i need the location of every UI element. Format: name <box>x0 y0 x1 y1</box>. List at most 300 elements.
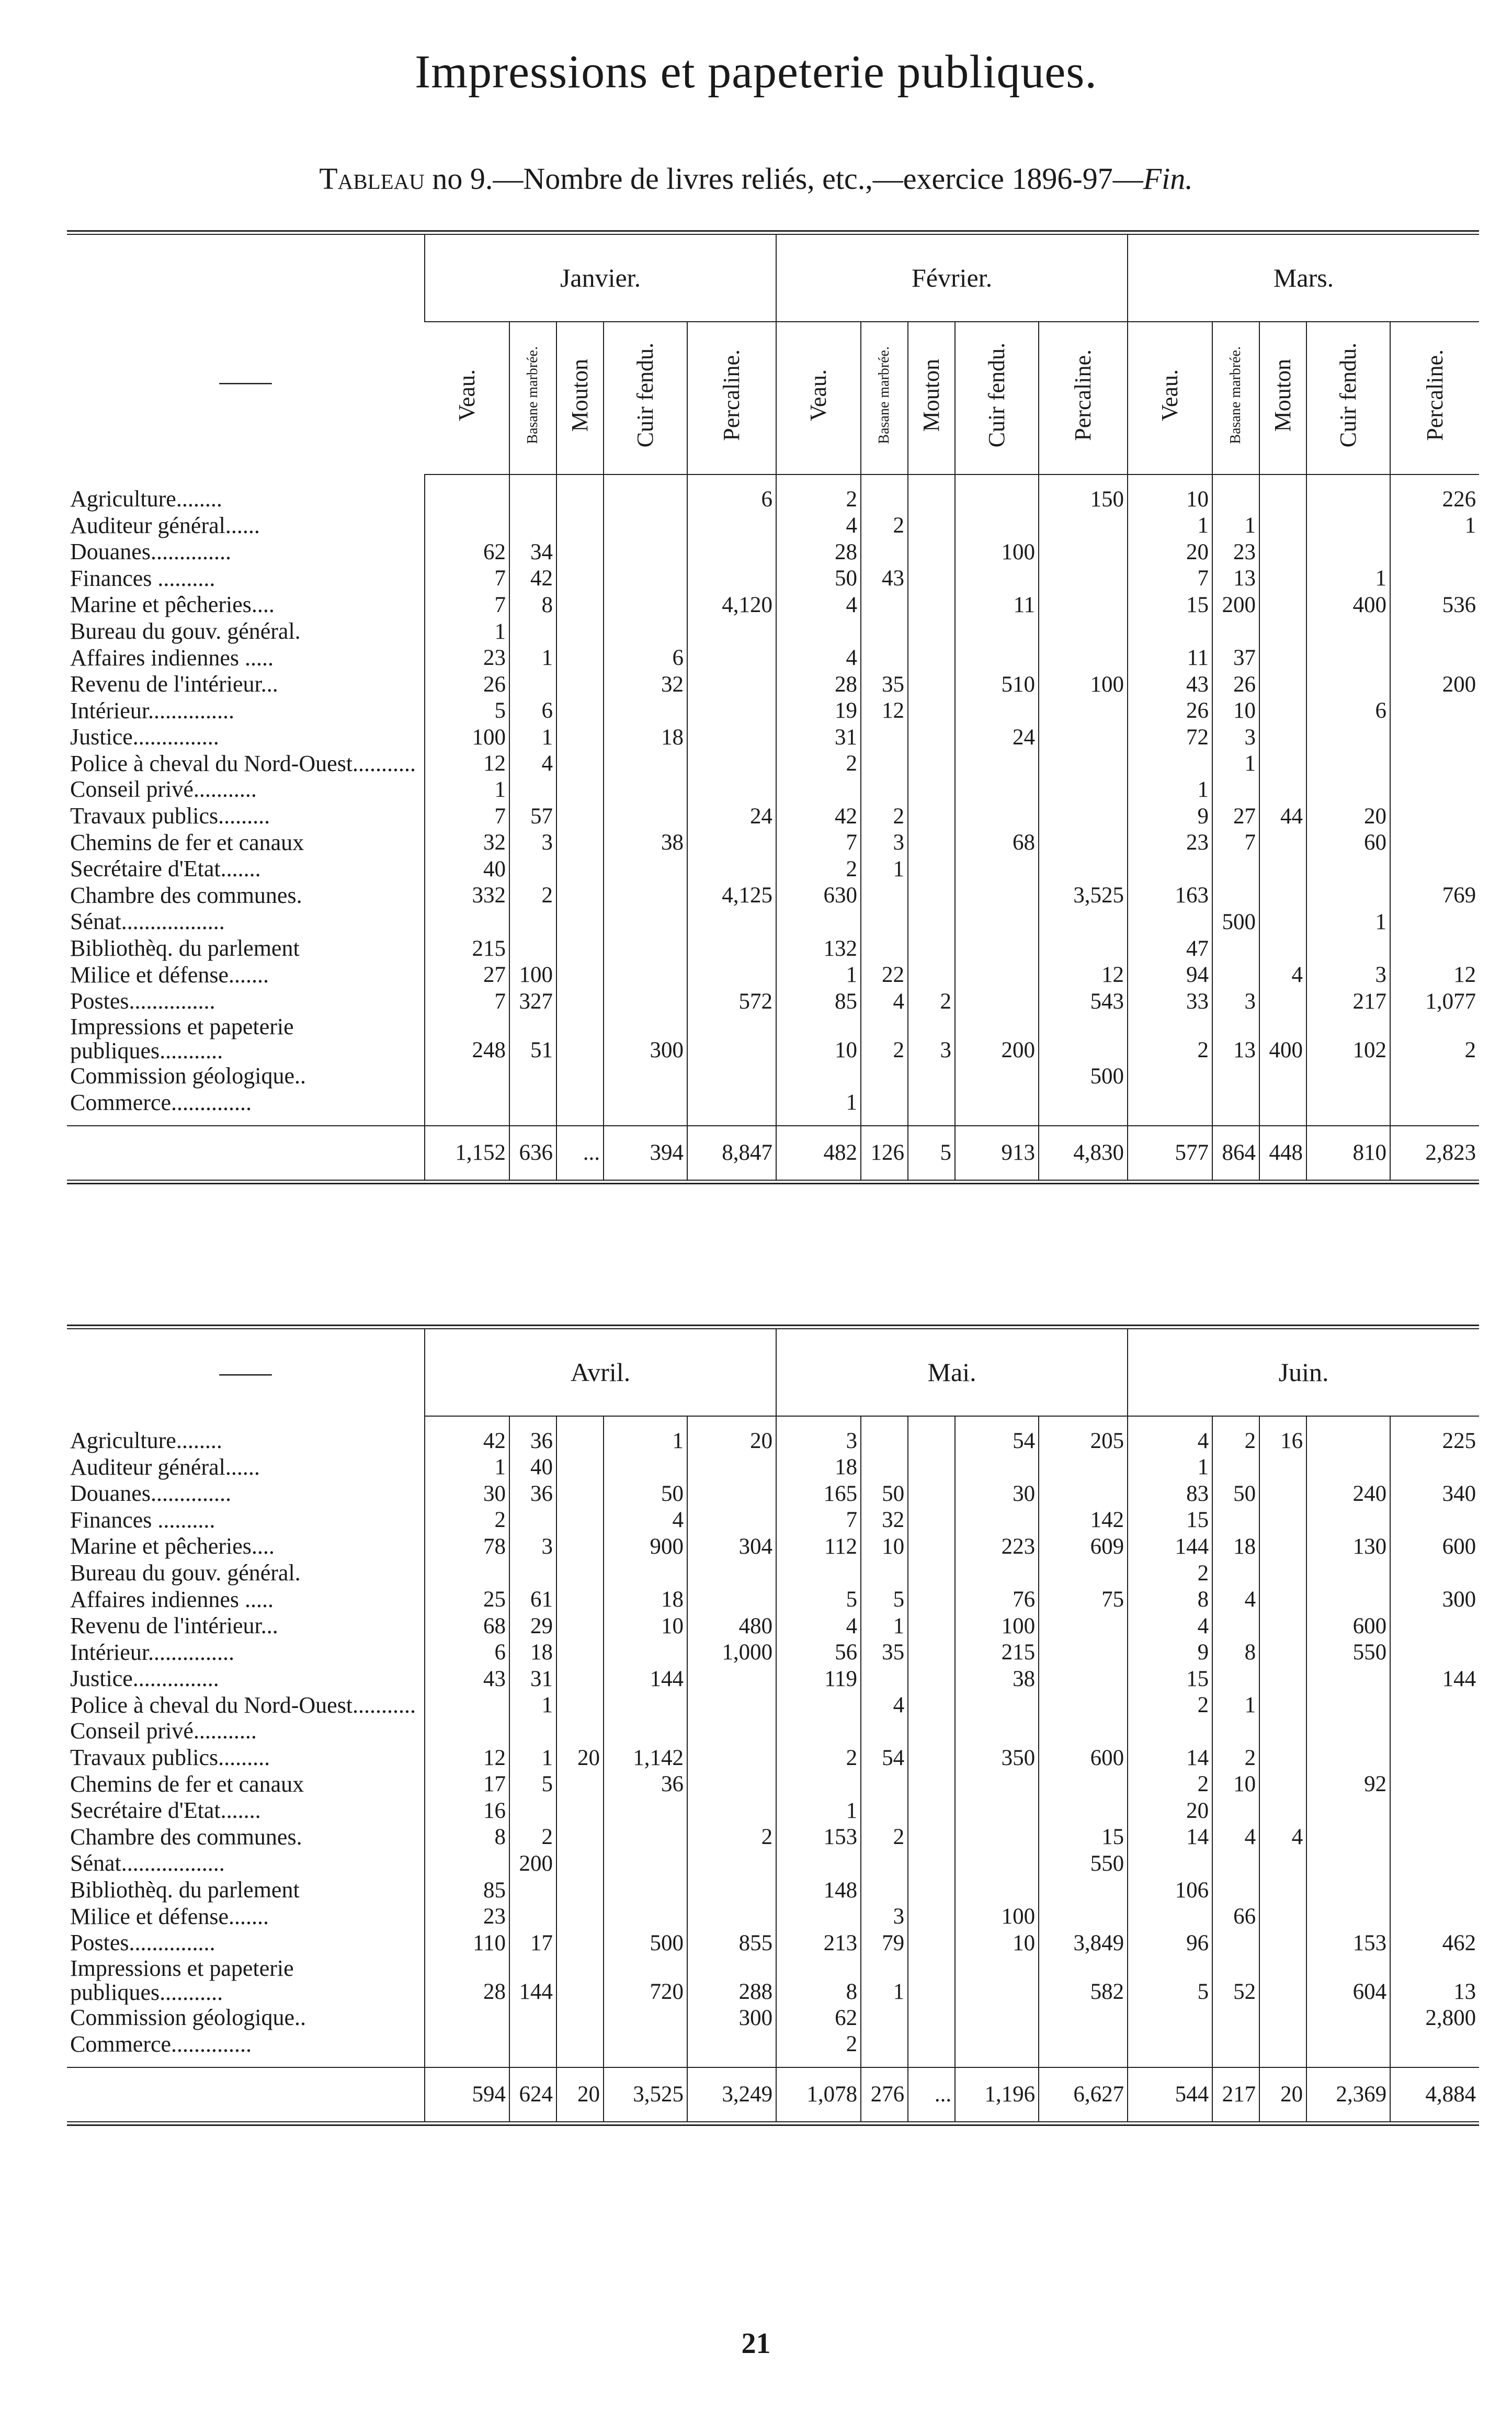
table-cell <box>1306 513 1390 539</box>
table-label: Tableau <box>319 162 425 196</box>
table-row <box>67 513 1479 539</box>
table-cell <box>1259 513 1306 539</box>
table-cell <box>1039 1904 1128 1930</box>
table-cell <box>509 2005 556 2031</box>
table-cell: 900 <box>604 1533 687 1560</box>
table-cell <box>776 618 861 645</box>
table-cell: 300 <box>687 2005 776 2031</box>
table-cell <box>604 474 687 513</box>
table-cell <box>955 698 1039 725</box>
table-cell: 1 <box>509 724 556 751</box>
table-cell <box>687 830 776 856</box>
table-cell <box>1390 1454 1479 1481</box>
table-cell <box>955 1560 1039 1587</box>
table-cell: 2 <box>1128 1692 1212 1718</box>
table-cell <box>1306 856 1390 883</box>
row-label: Intérieur............... <box>70 1639 235 1665</box>
table-row <box>67 988 1479 1015</box>
table-cell <box>861 1454 908 1481</box>
table-cell <box>955 909 1039 935</box>
table-cell <box>1212 1797 1259 1824</box>
table-cell: 1 <box>425 618 509 645</box>
row-label: Justice............... <box>70 1666 219 1692</box>
table-cell <box>955 565 1039 592</box>
table-cell: 1 <box>425 776 509 803</box>
table-cell <box>1259 1639 1306 1666</box>
table-cell <box>556 1956 604 2005</box>
table-cell <box>1039 565 1128 592</box>
table-cell: 163 <box>1128 883 1212 909</box>
table-row <box>67 539 1479 565</box>
table-cell <box>1259 539 1306 565</box>
table-cell <box>908 935 955 962</box>
total-cell: ... <box>908 2067 955 2121</box>
table-cell <box>861 1090 908 1126</box>
table-row <box>67 565 1479 592</box>
table-cell <box>955 513 1039 539</box>
table-cell <box>908 962 955 989</box>
table-cell: 50 <box>1212 1480 1259 1507</box>
table-cell <box>604 962 687 989</box>
table-row <box>67 1416 1479 1454</box>
table-cell: 100 <box>955 1904 1039 1930</box>
table-cell <box>1390 1718 1479 1745</box>
table-cell: 9 <box>1128 803 1212 830</box>
table-cell <box>687 1480 776 1507</box>
table-cell: 44 <box>1259 803 1306 830</box>
table-cell <box>1212 1930 1259 1956</box>
table-cell: 33 <box>1128 988 1212 1015</box>
table-cell <box>1212 1063 1259 1090</box>
column-header <box>1390 322 1479 474</box>
table-cell: 23 <box>425 645 509 672</box>
table-cell <box>687 909 776 935</box>
row-label: Milice et défense....... <box>70 962 269 988</box>
table-cell: 1 <box>1212 1692 1259 1718</box>
table-cell <box>1212 856 1259 883</box>
table-cell <box>1259 988 1306 1015</box>
table-cell <box>861 1416 908 1454</box>
table-cell <box>1390 1639 1479 1666</box>
total-cell: 594 <box>425 2067 509 2121</box>
table-cell: 32 <box>861 1507 908 1534</box>
table-cell <box>908 1850 955 1877</box>
table-cell: 2 <box>1212 1745 1259 1771</box>
table-cell <box>1259 1904 1306 1930</box>
table-cell <box>425 1090 509 1126</box>
table-cell <box>1390 618 1479 645</box>
table-cell <box>1390 1797 1479 1824</box>
table-cell <box>1390 1613 1479 1639</box>
table-cell <box>861 618 908 645</box>
table-cell <box>1259 776 1306 803</box>
table-cell <box>1306 2005 1390 2031</box>
table-cell: 32 <box>425 830 509 856</box>
table-cell <box>556 2031 604 2068</box>
table-cell <box>908 856 955 883</box>
table-cell: 4 <box>776 645 861 672</box>
table-cell: 47 <box>1128 935 1212 962</box>
table-cell <box>556 962 604 989</box>
total-cell: 2,823 <box>1390 1126 1479 1179</box>
table-cell: 332 <box>425 883 509 909</box>
table-cell: 23 <box>425 1904 509 1930</box>
table-cell <box>556 1560 604 1587</box>
row-label: Postes............... <box>70 988 215 1014</box>
table-cell: 100 <box>955 539 1039 565</box>
table-cell: 36 <box>604 1771 687 1798</box>
table-cell: 35 <box>861 671 908 698</box>
table-cell <box>1039 909 1128 935</box>
table-cell: 42 <box>425 1416 509 1454</box>
table-cell: 132 <box>776 935 861 962</box>
table-cell <box>1039 592 1128 618</box>
table-cell: 536 <box>1390 592 1479 618</box>
table-cell <box>861 2031 908 2068</box>
table-cell <box>1259 1480 1306 1507</box>
table-cell <box>1259 2031 1306 2068</box>
table-cell: 2 <box>776 2031 861 2068</box>
table-cell: 2 <box>776 474 861 513</box>
table-cell: 1 <box>861 856 908 883</box>
table-cell: 15 <box>1128 1666 1212 1692</box>
row-label: Finances .......... <box>70 565 215 591</box>
column-header <box>556 322 604 474</box>
table-cell <box>908 1416 955 1454</box>
row-label: Finances .......... <box>70 1507 215 1533</box>
table-cell: 200 <box>955 1015 1039 1063</box>
table-cell <box>1306 751 1390 776</box>
table-cell: 6 <box>425 1639 509 1666</box>
table-cell <box>1259 698 1306 725</box>
table-cell <box>908 1824 955 1851</box>
table-cell <box>687 2031 776 2068</box>
table-cell <box>908 1904 955 1930</box>
total-cell: 913 <box>955 1126 1039 1179</box>
table-cell <box>604 2031 687 2068</box>
table-cell <box>1259 618 1306 645</box>
table-cell: 4,120 <box>687 592 776 618</box>
table-cell <box>1259 856 1306 883</box>
table-cell <box>955 1692 1039 1718</box>
table-cell: 30 <box>425 1480 509 1507</box>
table-cell <box>604 1824 687 1851</box>
table-cell <box>556 645 604 672</box>
table-cell: 2 <box>908 988 955 1015</box>
table-cell: 1 <box>776 1797 861 1824</box>
table-cell <box>687 539 776 565</box>
table-cell: 18 <box>509 1639 556 1666</box>
table-cell <box>1259 909 1306 935</box>
table-cell: 1 <box>776 1090 861 1126</box>
table-cell: 15 <box>1128 1507 1212 1534</box>
row-label: Sénat.................. <box>70 1850 225 1876</box>
table-cell <box>1128 1850 1212 1877</box>
table-cell <box>556 988 604 1015</box>
table-cell <box>908 1533 955 1560</box>
table-cell <box>604 565 687 592</box>
table-cell <box>1212 474 1259 513</box>
table-cell <box>1306 1416 1390 1454</box>
table-cell: 27 <box>1212 803 1259 830</box>
table-cell: 2 <box>776 751 861 776</box>
table-cell: 1 <box>1212 751 1259 776</box>
table-cell <box>1212 883 1259 909</box>
table-cell <box>1390 1850 1479 1877</box>
table-cell <box>955 935 1039 962</box>
total-cell: 3,525 <box>604 2067 687 2121</box>
table-cell: 42 <box>776 803 861 830</box>
table-cell <box>1212 1560 1259 1587</box>
table-cell: 4 <box>1259 1824 1306 1851</box>
table-cell: 8 <box>1128 1587 1212 1613</box>
table-cell <box>1390 2031 1479 2068</box>
table-cell <box>1039 539 1128 565</box>
table-cell: 18 <box>604 1587 687 1613</box>
table-cell <box>1212 2031 1259 2068</box>
table-cell: 51 <box>509 1015 556 1063</box>
table-cell: 4 <box>1259 962 1306 989</box>
total-cell: 4,830 <box>1039 1126 1128 1179</box>
table-cell <box>908 1718 955 1745</box>
table-cell <box>687 962 776 989</box>
column-header <box>1039 322 1128 474</box>
table-cell: 144 <box>1128 1533 1212 1560</box>
table-cell: 7 <box>1128 565 1212 592</box>
table-cell <box>1390 1507 1479 1534</box>
table-cell: 400 <box>1306 592 1390 618</box>
table-cell: 85 <box>425 1877 509 1904</box>
table-cell: 340 <box>1390 1480 1479 1507</box>
table-row <box>67 1560 1479 1587</box>
row-label: Impressions et papeterie publiques........... <box>70 1014 294 1064</box>
table-cell <box>687 1904 776 1930</box>
table-cell: 28 <box>776 539 861 565</box>
column-header <box>861 322 908 474</box>
table-cell <box>908 803 955 830</box>
table-cell <box>1306 1718 1390 1745</box>
table-cell <box>908 1454 955 1481</box>
table-cell <box>908 724 955 751</box>
table-cell: 42 <box>509 565 556 592</box>
table-cell <box>861 592 908 618</box>
table-cell: 240 <box>1306 1480 1390 1507</box>
table-cell: 223 <box>955 1533 1039 1560</box>
table-cell: 630 <box>776 883 861 909</box>
table-cell <box>509 1904 556 1930</box>
table-cell: 215 <box>955 1639 1039 1666</box>
table-cell <box>908 1930 955 1956</box>
table-cell <box>687 935 776 962</box>
stub-header: —— <box>219 1358 272 1387</box>
table-cell <box>908 1692 955 1718</box>
table-cell <box>1039 1560 1128 1587</box>
table-cell <box>861 1666 908 1692</box>
table-cell <box>604 1063 687 1090</box>
table-cell <box>556 1533 604 1560</box>
table-cell <box>1306 671 1390 698</box>
page-number: 21 <box>741 2327 771 2360</box>
table-cell <box>1259 592 1306 618</box>
table-cell <box>604 1797 687 1824</box>
table-cell: 13 <box>1212 1015 1259 1063</box>
page-title: Impressions et papeterie publiques. <box>415 46 1097 98</box>
row-label: Commission géologique.. <box>70 2005 306 2031</box>
table-cell: 500 <box>1212 909 1259 935</box>
table-cell: 7 <box>425 592 509 618</box>
table-cell <box>908 1666 955 1692</box>
row-label: Auditeur général...... <box>70 1454 260 1480</box>
table-cell <box>687 1745 776 1771</box>
table-cell <box>1259 1956 1306 2005</box>
table-cell <box>955 1507 1039 1534</box>
total-cell: 20 <box>556 2067 604 2121</box>
table-cell: 3,525 <box>1039 883 1128 909</box>
table-cell <box>1306 724 1390 751</box>
table-cell: 13 <box>1390 1956 1479 2005</box>
table-cell: 40 <box>425 856 509 883</box>
table-cell: 3 <box>908 1015 955 1063</box>
total-cell: 577 <box>1128 1126 1212 1179</box>
table-row <box>67 618 1479 645</box>
table-row <box>67 1507 1479 1534</box>
table-cell <box>1212 1877 1259 1904</box>
total-cell: 1,152 <box>425 1126 509 1179</box>
row-label: Bibliothèq. du parlement <box>70 935 300 961</box>
column-header <box>1212 322 1259 474</box>
table-cell: 26 <box>425 671 509 698</box>
table-cell <box>687 1718 776 1745</box>
table-cell <box>1128 1718 1212 1745</box>
month-header: Avril. <box>425 1329 776 1416</box>
total-cell: ... <box>556 1126 604 1179</box>
table-row <box>67 1850 1479 1877</box>
table-cell: 12 <box>861 698 908 725</box>
table-row <box>67 751 1479 776</box>
table-cell <box>687 671 776 698</box>
table-cell <box>1259 1063 1306 1090</box>
table-section-1 <box>67 230 1479 1184</box>
column-header-label: Cuir fendu. <box>984 343 1010 448</box>
table-cell: 14 <box>1128 1745 1212 1771</box>
table-cell: 205 <box>1039 1416 1128 1454</box>
table-cell <box>509 1507 556 1534</box>
table-cell <box>1212 776 1259 803</box>
table-row <box>67 1824 1479 1851</box>
table-cell: 5 <box>776 1587 861 1613</box>
table-cell <box>1128 751 1212 776</box>
table-cell <box>604 776 687 803</box>
row-label: Affaires indiennes ..... <box>70 1586 274 1612</box>
table-cell <box>861 751 908 776</box>
table-cell <box>1039 2031 1128 2068</box>
table-cell <box>908 1797 955 1824</box>
total-cell: 2,369 <box>1306 2067 1390 2121</box>
row-label: Revenu de l'intérieur... <box>70 671 278 697</box>
table-cell <box>776 1904 861 1930</box>
total-cell: 810 <box>1306 1126 1390 1179</box>
table-cell: 327 <box>509 988 556 1015</box>
totals-label <box>67 1126 425 1179</box>
table-cell: 10 <box>1212 698 1259 725</box>
table-cell <box>509 513 556 539</box>
table-cell <box>556 698 604 725</box>
table-cell <box>425 1063 509 1090</box>
table-cell <box>687 1587 776 1613</box>
row-label: Marine et pêcheries.... <box>70 1533 275 1559</box>
table-cell <box>908 2031 955 2068</box>
table-cell: 10 <box>776 1015 861 1063</box>
table-cell: 10 <box>955 1930 1039 1956</box>
table-cell: 2 <box>425 1507 509 1534</box>
table-cell: 85 <box>776 988 861 1015</box>
table-cell <box>955 2031 1039 2068</box>
table-cell <box>955 751 1039 776</box>
table-cell <box>1259 474 1306 513</box>
table-cell <box>1259 1533 1306 1560</box>
row-label: Chambre des communes. <box>70 882 302 908</box>
table-cell: 582 <box>1039 1956 1128 2005</box>
row-label: Marine et pêcheries.... <box>70 592 275 618</box>
table-cell: 2 <box>776 1745 861 1771</box>
table-cell: 5 <box>1128 1956 1212 2005</box>
table-cell <box>908 776 955 803</box>
table-cell: 96 <box>1128 1930 1212 1956</box>
table-cell <box>687 724 776 751</box>
table-cell: 62 <box>776 2005 861 2031</box>
table-cell <box>509 909 556 935</box>
table-cell <box>955 1454 1039 1481</box>
row-label: Sénat.................. <box>70 909 225 935</box>
table-cell: 1 <box>509 645 556 672</box>
table-cell <box>1212 1666 1259 1692</box>
table-cell <box>1306 474 1390 513</box>
table-cell <box>509 1797 556 1824</box>
table-cell: 2 <box>776 856 861 883</box>
table-cell <box>776 776 861 803</box>
table-cell <box>861 2005 908 2031</box>
table-cell: 31 <box>509 1666 556 1692</box>
table-row <box>67 698 1479 725</box>
table-cell <box>955 1090 1039 1126</box>
table-cell <box>425 2031 509 2068</box>
table-cell: 10 <box>861 1533 908 1560</box>
table-cell: 18 <box>776 1454 861 1481</box>
table-cell <box>509 856 556 883</box>
table-cell: 106 <box>1128 1877 1212 1904</box>
table-cell <box>861 776 908 803</box>
table-cell: 11 <box>955 592 1039 618</box>
table-cell: 4 <box>509 751 556 776</box>
table-cell: 4,125 <box>687 883 776 909</box>
total-cell: 217 <box>1212 2067 1259 2121</box>
ledger-table <box>67 235 1479 1180</box>
table-cell <box>1390 803 1479 830</box>
table-cell <box>425 2005 509 2031</box>
table-cell: 2 <box>1128 1771 1212 1798</box>
table-cell <box>1039 1666 1128 1692</box>
table-cell: 7 <box>425 988 509 1015</box>
table-cell: 1 <box>1128 513 1212 539</box>
table-cell <box>556 909 604 935</box>
table-cell <box>604 1639 687 1666</box>
total-cell: 864 <box>1212 1126 1259 1179</box>
table-cell <box>861 724 908 751</box>
table-cell <box>687 1090 776 1126</box>
table-cell <box>1039 935 1128 962</box>
table-cell <box>1212 1850 1259 1877</box>
table-cell: 1 <box>509 1745 556 1771</box>
